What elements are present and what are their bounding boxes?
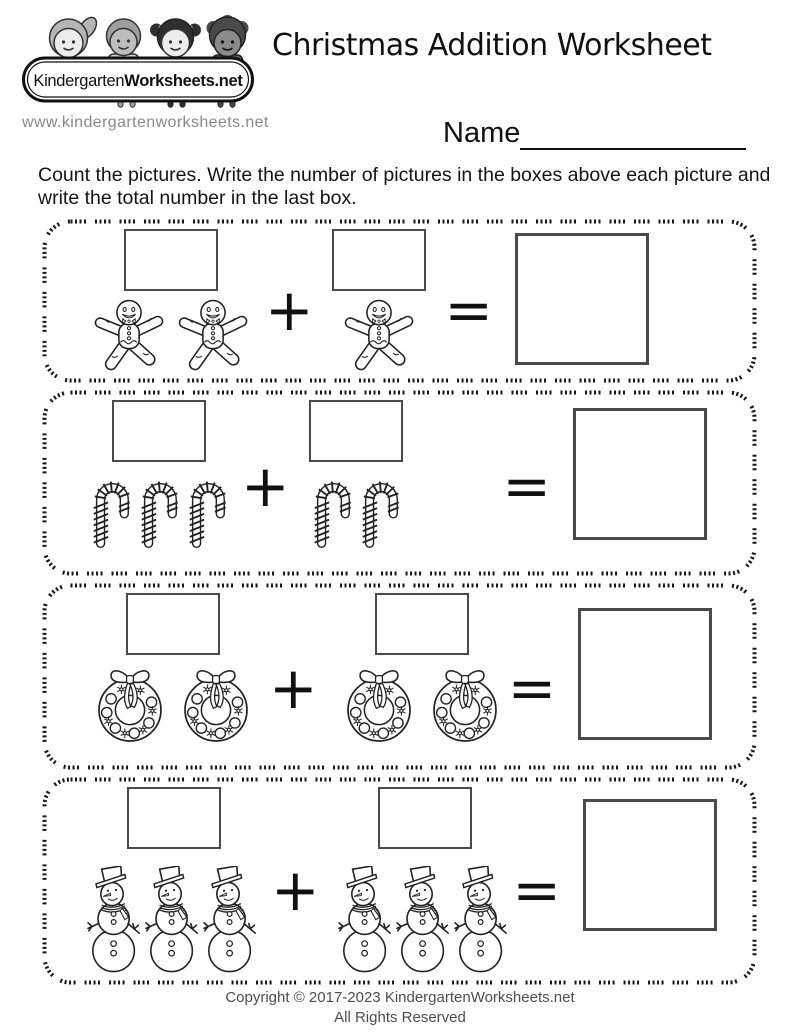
candy-cane-icon: [88, 468, 134, 554]
logo-kids-icon: [20, 10, 256, 110]
page-title: Christmas Addition Worksheet: [272, 28, 712, 63]
problem-content: [42, 219, 757, 383]
wreath-icon: [171, 661, 261, 747]
page-footer: [0, 988, 800, 1029]
addend1-count-box: [124, 229, 218, 291]
equals-answer-group: [512, 787, 717, 931]
wreath-icon: [334, 661, 424, 747]
addend1-group: [87, 229, 255, 375]
sum-answer-box: [515, 233, 649, 365]
addend1-count-box: [112, 400, 206, 462]
problem-panel-candy-cane: [42, 390, 757, 576]
problem-content: [42, 390, 757, 576]
addend2-pictures: [337, 297, 421, 375]
problem-panel-snowman: [42, 777, 757, 985]
site-logo: [20, 10, 256, 115]
name-row: [443, 114, 746, 150]
snowman-icon: [142, 855, 206, 985]
addend2-pictures: [308, 468, 404, 554]
addend2-group: [308, 400, 404, 554]
snowman-icon: [335, 855, 399, 985]
wreath-icon: [85, 661, 175, 747]
logo-brand-text: KindergartenWorksheets.net: [33, 72, 243, 90]
addend2-pictures: [338, 855, 512, 985]
equals-answer-group: [444, 229, 649, 365]
addend1-count-box: [127, 787, 221, 849]
website-url: www.kindergartenworksheets.net: [22, 114, 269, 131]
problem-panel-wreath: [42, 583, 757, 770]
candy-cane-icon: [184, 468, 230, 554]
plus-sign: +: [271, 856, 320, 924]
copyright-text: Copyright © 2017-2023 KindergartenWorksheets.net: [225, 989, 575, 1006]
equals-sign: =: [444, 276, 493, 344]
plus-sign: +: [241, 452, 290, 520]
problem-panel-gingerbread-man: [42, 219, 757, 383]
wreath-icon: [420, 661, 510, 747]
addend2-count-box: [378, 787, 472, 849]
addend2-count-box: [309, 400, 403, 462]
snowman-icon: [200, 855, 264, 985]
name-blank-line: [520, 114, 746, 150]
addend2-group: [332, 229, 426, 375]
addend2-group: [338, 787, 512, 985]
addend2-group: [336, 593, 508, 747]
addend1-pictures: [87, 297, 255, 375]
equals-answer-group: [508, 593, 713, 740]
addend1-count-box: [126, 593, 220, 655]
gingerbread-man-icon: [338, 297, 420, 375]
sum-answer-box: [578, 608, 712, 740]
snowman-icon: [451, 855, 515, 985]
candy-cane-icon: [357, 468, 403, 554]
equals-answer-group: [502, 400, 707, 540]
equals-sign: =: [507, 654, 557, 722]
addend1-group: [87, 787, 261, 985]
problems-list: [42, 219, 757, 992]
equals-sign: =: [502, 452, 551, 520]
problem-content: [42, 583, 757, 770]
sum-answer-box: [573, 408, 707, 540]
instructions-text: Count the pictures. Write the number of pictures in the boxes above each picture and write the total number in the last box.: [38, 164, 771, 210]
plus-sign: +: [269, 654, 318, 722]
candy-cane-icon: [136, 468, 182, 554]
addend2-pictures: [336, 661, 508, 747]
addend1-pictures: [87, 468, 231, 554]
problem-content: [42, 777, 757, 985]
addend2-count-box: [332, 229, 426, 291]
equals-sign: =: [512, 856, 561, 924]
addend1-group: [87, 400, 231, 554]
rights-text: All Rights Reserved: [334, 1009, 466, 1027]
addend1-pictures: [87, 855, 261, 985]
snowman-icon: [393, 855, 457, 985]
addend2-count-box: [375, 593, 469, 655]
sum-answer-box: [583, 799, 717, 931]
candy-cane-icon: [309, 468, 355, 554]
addend1-pictures: [87, 661, 259, 747]
addend1-group: [87, 593, 259, 747]
plus-sign: +: [265, 276, 314, 344]
name-label: Name: [443, 117, 521, 149]
snowman-icon: [84, 855, 148, 985]
gingerbread-man-icon: [172, 297, 254, 375]
gingerbread-man-icon: [88, 297, 170, 375]
